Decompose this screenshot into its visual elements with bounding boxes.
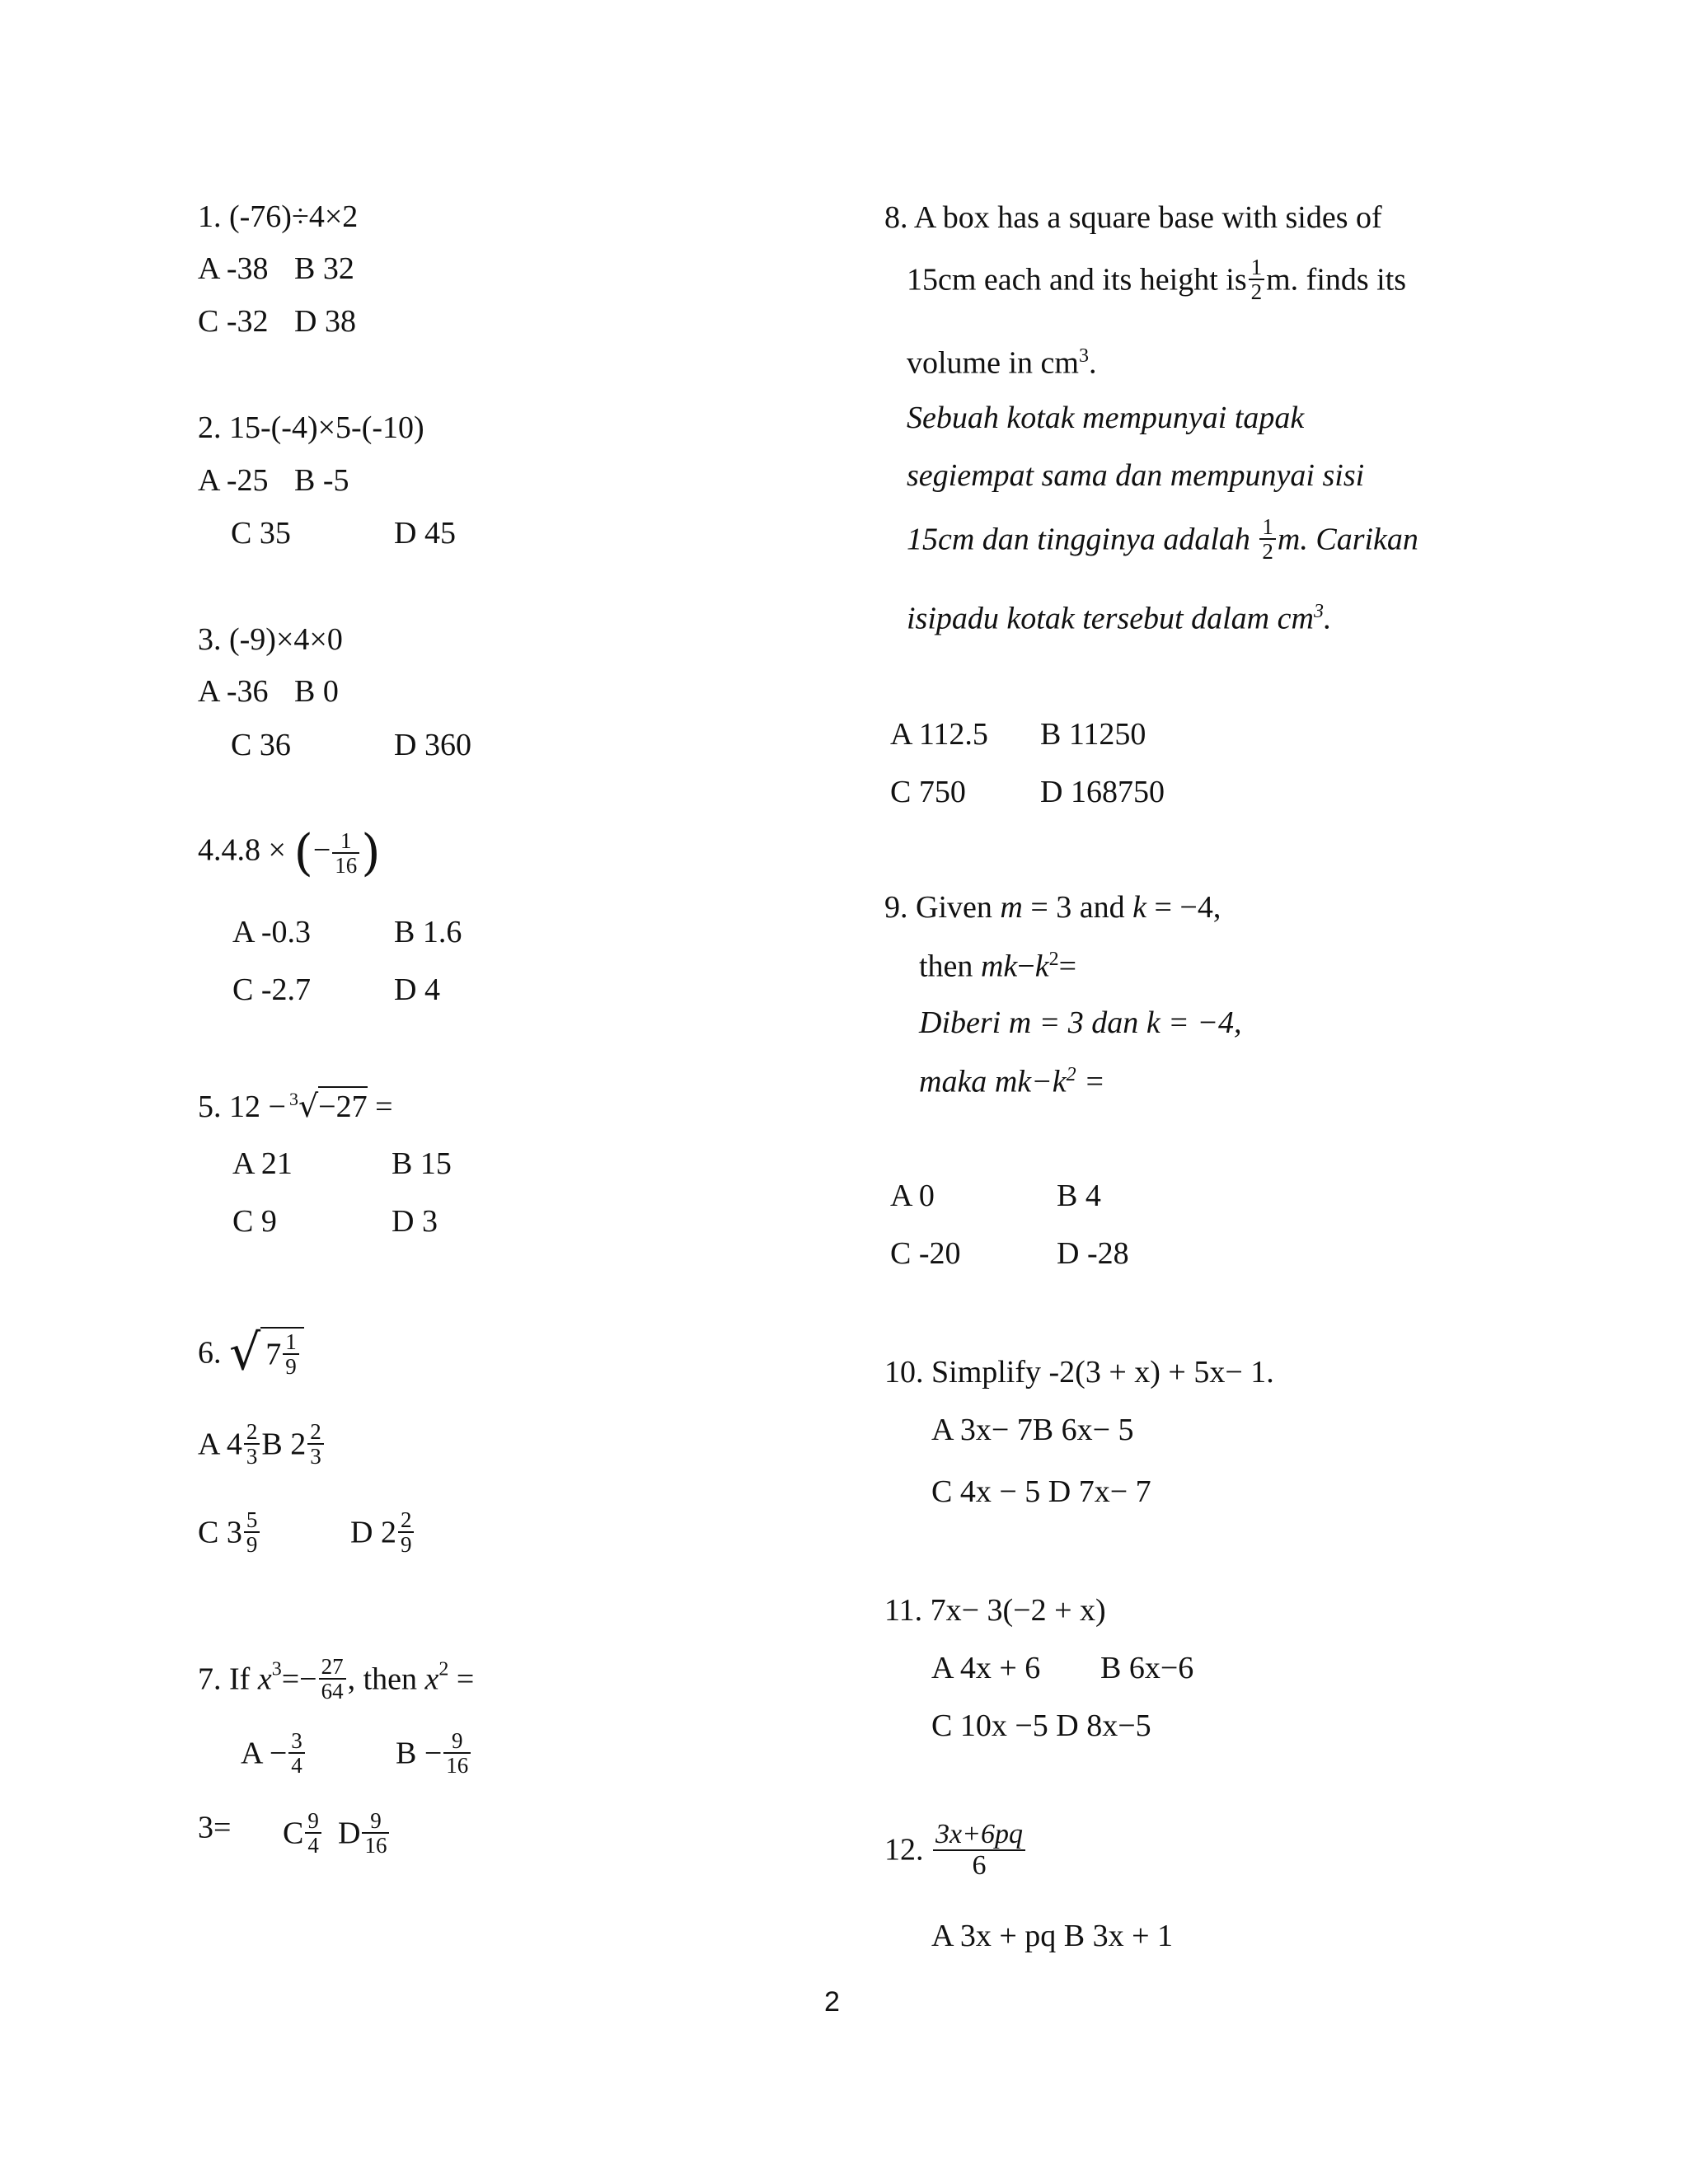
q9-option-a: A 0: [890, 1179, 935, 1213]
q7-option-b-den: 16: [446, 1753, 469, 1779]
q7-fraction-den: 64: [321, 1679, 344, 1704]
q9-k2-exp: 2: [1048, 949, 1059, 970]
q7-stray-value: 3=: [198, 1810, 232, 1845]
q8-height-num: 1: [1249, 255, 1265, 280]
q2-option-c: C 35: [231, 516, 291, 551]
q4-prefix: 4.4.8 ×: [198, 832, 286, 868]
q7-option-a-label: A −: [241, 1736, 288, 1771]
q9-line-2: [919, 949, 1076, 982]
q2-option-a: A -25: [198, 463, 269, 498]
q3-option-b: B 0: [294, 674, 339, 709]
q5-equals: =: [375, 1090, 393, 1124]
q7-option-b: [396, 1729, 472, 1778]
q2-question: 2. 15-(-4)×5-(-10): [198, 410, 424, 445]
q5-radicand: −27: [318, 1086, 367, 1124]
q2-option-d: D 45: [394, 516, 456, 551]
q12-question: [884, 1820, 1027, 1880]
q6-option-b-fraction: [307, 1420, 324, 1469]
q7-option-a-num: 3: [288, 1729, 305, 1754]
q8-line-2-end: m. finds its: [1266, 262, 1407, 298]
q8-option-c: C 750: [890, 775, 966, 809]
q5-option-a: A 21: [232, 1146, 293, 1181]
q8-malay-line-3-text: 15cm dan tingginya adalah: [907, 522, 1259, 557]
q11-question: 11. 7x− 3(−2 + x): [884, 1593, 1106, 1628]
q3-question: 3. (-9)×4×0: [198, 622, 343, 657]
q4-fraction: [332, 829, 359, 878]
q9-mk: mk: [980, 949, 1018, 984]
q8-malay-line-4-exp: 3: [1313, 601, 1324, 622]
q9-malay-equals: =: [1076, 1064, 1105, 1099]
q5-option-c: C 9: [232, 1204, 277, 1239]
q6-option-a-label: A 4: [198, 1427, 242, 1462]
q7-then: , then: [347, 1661, 417, 1697]
q9-malay-line-1: [919, 1007, 1241, 1038]
q7-option-d-den: 16: [364, 1833, 387, 1858]
q9-option-c: C -20: [890, 1236, 961, 1271]
q6-option-c-den: 9: [246, 1532, 258, 1558]
q7-option-d-label: D: [338, 1816, 361, 1851]
q9-equals: =: [1058, 949, 1076, 984]
q9-malay-line-2: [919, 1065, 1105, 1098]
q6-option-d-num: 2: [398, 1508, 415, 1533]
q1-option-b: B 32: [294, 251, 354, 286]
q6-option-d-fraction: [398, 1508, 415, 1557]
q9-malay-minus: −: [1031, 1064, 1053, 1099]
q4-question: [198, 824, 381, 882]
q7-option-c-fraction: [305, 1809, 321, 1858]
q5-radical-sign: √: [298, 1088, 319, 1124]
q11-option-b: B 6x−6: [1100, 1651, 1194, 1685]
q4-option-b: B 1.6: [394, 915, 462, 949]
q9-option-d: D -28: [1057, 1236, 1129, 1271]
q2-option-b: B -5: [294, 463, 349, 498]
q8-line-2: [907, 255, 1406, 304]
q9-given: 9. Given: [884, 890, 1001, 925]
q9-malay-k2-exp: 2: [1066, 1064, 1076, 1085]
q7-equals-minus: =−: [281, 1661, 317, 1697]
q7-option-c-num: 9: [305, 1809, 321, 1834]
q8-line-1: 8. A box has a square base with sides of: [884, 200, 1382, 235]
q3-option-d: D 360: [394, 728, 471, 762]
q8-malay-fraction-den: 2: [1262, 539, 1273, 565]
q9-malay-k2: k: [1052, 1064, 1067, 1099]
q6-option-a-num: 2: [244, 1420, 260, 1445]
q7-x-var: x: [257, 1661, 272, 1697]
q9-k-value: = −4,: [1146, 890, 1221, 925]
q6-sqrt-body: [260, 1327, 304, 1379]
q8-malay-fraction: [1259, 515, 1276, 564]
q6-option-c-num: 5: [244, 1508, 260, 1533]
q8-line-3-period: .: [1088, 345, 1097, 381]
q12-fraction-num: 3x+6pq: [933, 1820, 1025, 1851]
q8-height-den: 2: [1250, 279, 1263, 305]
q8-height-fraction: [1249, 255, 1265, 304]
q9-malay-diberi: Diberi: [919, 1005, 1009, 1040]
q7-exponent: 3: [271, 1658, 282, 1680]
q8-malay-line-1: Sebuah kotak mempunyai tapak: [907, 401, 1305, 435]
q8-malay-fraction-num: 1: [1259, 515, 1276, 540]
q10-question: 10. Simplify -2(3 + x) + 5x− 1.: [884, 1355, 1274, 1390]
q6-sqrt-sign: √: [229, 1324, 261, 1382]
q7-x2-var: x: [424, 1661, 439, 1697]
q6-whole: 7: [265, 1337, 282, 1372]
q6-option-b-den: 3: [310, 1444, 321, 1469]
q10-options-a-b: A 3x− 7B 6x− 5: [931, 1413, 1134, 1447]
q6-option-a-den: 3: [246, 1444, 258, 1469]
q9-minus: −: [1017, 949, 1035, 984]
q8-malay-line-4: [907, 602, 1331, 635]
q6-option-a: [198, 1420, 326, 1469]
q3-option-a: A -36: [198, 674, 269, 709]
q4-left-paren: (: [293, 824, 313, 882]
q7-exponent-2: 2: [438, 1658, 449, 1680]
q12-prefix: 12.: [884, 1832, 924, 1868]
q9-line-1: [884, 892, 1221, 923]
q5-question: [198, 1090, 393, 1122]
q6-option-d-den: 9: [400, 1532, 412, 1558]
q9-k-var: k: [1132, 890, 1146, 925]
q6-prefix: 6.: [198, 1335, 222, 1371]
q7-option-a: [241, 1729, 307, 1778]
q7-option-c-den: 4: [307, 1833, 319, 1858]
q7-fraction: [319, 1655, 346, 1704]
q6-option-d: [350, 1508, 415, 1557]
q12-options-a-b: A 3x + pq B 3x + 1: [931, 1919, 1174, 1953]
q4-fraction-num: 1: [332, 829, 359, 854]
q4-fraction-den: 16: [335, 853, 358, 878]
q8-malay-line-2: segiempat sama dan mempunyai sisi: [907, 458, 1365, 493]
q5-prefix: 5. 12 −: [198, 1090, 286, 1124]
q6-option-d-label: D 2: [350, 1515, 396, 1550]
q7-option-d: [338, 1809, 391, 1858]
q7-option-c-label: C: [283, 1816, 304, 1851]
page-number: 2: [824, 1986, 840, 2018]
q6-option-a-fraction: [244, 1420, 260, 1469]
q7-option-a-fraction: [288, 1729, 305, 1778]
q8-option-b: B 11250: [1040, 717, 1146, 752]
q4-option-a: A -0.3: [232, 915, 311, 949]
q9-malay-k: k = −4,: [1146, 1005, 1242, 1040]
q7-option-a-den: 4: [291, 1753, 302, 1779]
q8-malay-line-4-period: .: [1323, 601, 1332, 636]
q8-malay-line-3: [907, 515, 1418, 564]
q7-fraction-num: 27: [319, 1655, 346, 1680]
q12-fraction: [933, 1820, 1025, 1880]
q6-option-c: [198, 1508, 261, 1557]
q4-option-c: C -2.7: [232, 972, 311, 1007]
q9-malay-maka: maka: [919, 1064, 995, 1099]
q7-option-c: [283, 1809, 323, 1858]
q7-prefix: 7. If: [198, 1661, 251, 1697]
q1-option-a: A -38: [198, 251, 269, 286]
q6-fraction-den: 9: [285, 1354, 297, 1380]
q7-stray-text: [198, 1809, 231, 1843]
q6-question: [198, 1324, 304, 1382]
q5-option-b: B 15: [392, 1146, 452, 1181]
q9-malay-m: m = 3 dan: [1008, 1005, 1146, 1040]
q7-question: [198, 1655, 474, 1704]
q8-option-d: D 168750: [1040, 775, 1165, 809]
q6-option-c-fraction: [244, 1508, 260, 1557]
q8-line-3: [907, 346, 1096, 379]
q1-option-c: C -32: [198, 304, 269, 339]
q9-k2: k: [1034, 949, 1049, 984]
q11-options-c-d: C 10x −5 D 8x−5: [931, 1708, 1151, 1743]
q12-fraction-den: 6: [972, 1849, 987, 1881]
q11-option-a: A 4x + 6: [931, 1651, 1041, 1685]
q7-option-b-num: 9: [443, 1729, 471, 1754]
q9-m-value: = 3 and: [1022, 890, 1133, 925]
q10-options-c-d: C 4x − 5 D 7x− 7: [931, 1474, 1151, 1509]
q8-line-3-exp: 3: [1078, 345, 1089, 367]
q9-malay-mk: mk: [994, 1064, 1032, 1099]
q6-option-c-label: C 3: [198, 1515, 242, 1550]
q8-malay-line-4-text: isipadu kotak tersebut dalam cm: [907, 601, 1314, 636]
q7-option-b-label: B −: [396, 1736, 443, 1771]
q6-option-b-num: 2: [307, 1420, 324, 1445]
q6-fraction-num: 1: [283, 1330, 299, 1355]
q5-option-d: D 3: [392, 1204, 438, 1239]
q7-option-b-fraction: [443, 1729, 471, 1778]
q3-option-c: C 36: [231, 728, 291, 762]
q4-option-d: D 4: [394, 972, 440, 1007]
q9-m-var: m: [1000, 890, 1023, 925]
q6-option-b-label: B 2: [261, 1427, 307, 1462]
q8-line-2-text: 15cm each and its height is: [907, 262, 1247, 298]
q6-fraction: [283, 1330, 299, 1379]
q4-right-paren: ): [361, 824, 381, 882]
q1-question: 1. (-76)÷4×2: [198, 199, 359, 234]
q8-line-3-text: volume in cm: [907, 345, 1079, 381]
q9-option-b: B 4: [1057, 1179, 1101, 1213]
q9-then: then: [919, 949, 981, 984]
q8-malay-line-3-end: m. Carikan: [1277, 522, 1418, 557]
q4-minus: −: [312, 832, 331, 868]
q8-option-a: A 112.5: [890, 717, 988, 752]
q7-equals-2: =: [448, 1661, 475, 1697]
q7-option-d-fraction: [362, 1809, 389, 1858]
q5-root-index: 3: [288, 1089, 298, 1110]
q7-option-d-num: 9: [362, 1809, 389, 1834]
q1-option-d: D 38: [294, 304, 356, 339]
